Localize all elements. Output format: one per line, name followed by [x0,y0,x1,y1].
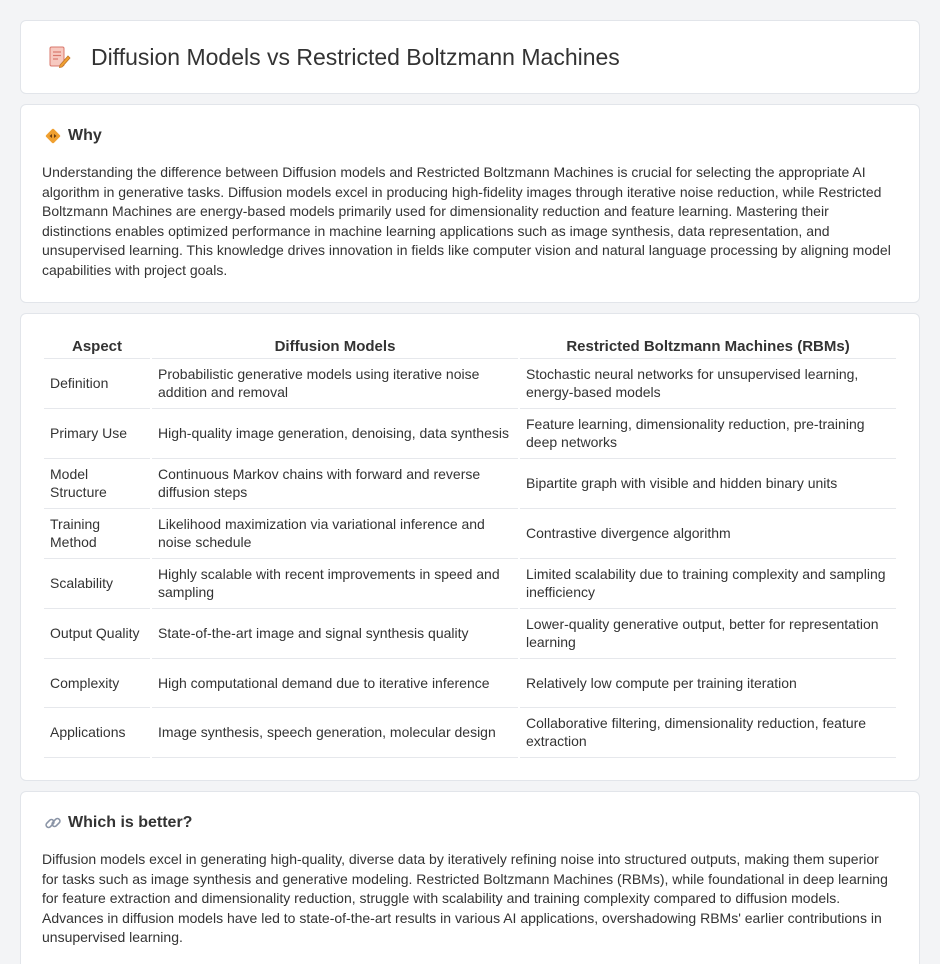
document-pen-icon [47,45,71,69]
better-text: Diffusion models excel in generating high-quality, diverse data by iteratively refining noise into structured outputs, making them superior for tasks such as image synthesis and generative modeling. Restricted Boltzmann Machines (RBMs), while foundational in deep learning for feature extraction and dimensionality reduction, struggle with scalability and training complexity compared to diffusion models. Advances in diffusion models have led to state-of-the-art results in various AI applications, overshadowing RBMs' earlier contributions in unsupervised learning. [42,851,888,945]
row-rbm: Bipartite graph with visible and hidden binary units [520,459,896,509]
row-diffusion: Highly scalable with recent improvements in speed and sampling [152,559,518,609]
why-text: Understanding the difference between Diffusion models and Restricted Boltzmann Machines is crucial for selecting the appropriate AI algorithm in generative tasks. Diffusion models excel in producing high-fidelity images through iterative noise reduction, while Restricted Boltzmann Machines are energy-based models primarily used for dimensionality reduction and feature learning. Mastering their distinctions enables optimized performance in machine learning applications such as image synthesis, data representation, and unsupervised learning. This knowledge drives innovation in fields like computer vision and natural language processing by aligning model capabilities with project goals. [42,164,891,278]
row-rbm: Lower-quality generative output, better for representation learning [520,609,896,659]
better-header [44,814,898,832]
page-title: Diffusion Models vs Restricted Boltzmann Machines [91,43,620,70]
row-diffusion: Image synthesis, speech generation, molecular design [152,708,518,758]
row-aspect: Primary Use [44,409,150,459]
row-diffusion: Probabilistic generative models using iterative noise addition and removal [152,359,518,409]
row-diffusion: High computational demand due to iterative inference [152,659,518,708]
row-rbm: Collaborative filtering, dimensionality reduction, feature extraction [520,708,896,758]
comparison-table [42,334,898,758]
table-row [44,708,896,758]
why-title: Why [68,127,102,144]
row-rbm: Limited scalability due to training complexity and sampling inefficiency [520,559,896,609]
row-aspect: Applications [44,708,150,758]
row-rbm: Contrastive divergence algorithm [520,509,896,559]
row-diffusion: State-of-the-art image and signal synthesis quality [152,609,518,659]
row-diffusion: Continuous Markov chains with forward and reverse diffusion steps [152,459,518,509]
title-card [20,20,920,94]
table-row [44,659,896,708]
row-rbm: Stochastic neural networks for unsupervised learning, energy-based models [520,359,896,409]
table-row [44,609,896,659]
diamond-arrows-icon [44,127,62,145]
row-aspect: Output Quality [44,609,150,659]
header-diffusion: Diffusion Models [152,334,518,359]
link-icon [44,814,62,832]
table-row [44,409,896,459]
row-aspect: Complexity [44,659,150,708]
table-row [44,359,896,409]
row-aspect: Scalability [44,559,150,609]
table-row [44,459,896,509]
table-row [44,509,896,559]
row-rbm: Feature learning, dimensionality reduction, pre-training deep networks [520,409,896,459]
row-diffusion: High-quality image generation, denoising, data synthesis [152,409,518,459]
why-section [20,104,920,303]
comparison-section [20,313,920,781]
why-header [44,127,898,145]
row-aspect: Model Structure [44,459,150,509]
row-rbm: Relatively low compute per training iteration [520,659,896,708]
table-header-row [44,334,896,359]
which-is-better-section [20,791,920,964]
header-aspect: Aspect [44,334,150,359]
better-title: Which is better? [68,814,193,831]
row-aspect: Training Method [44,509,150,559]
row-aspect: Definition [44,359,150,409]
table-row [44,559,896,609]
header-rbm: Restricted Boltzmann Machines (RBMs) [520,334,896,359]
row-diffusion: Likelihood maximization via variational inference and noise schedule [152,509,518,559]
